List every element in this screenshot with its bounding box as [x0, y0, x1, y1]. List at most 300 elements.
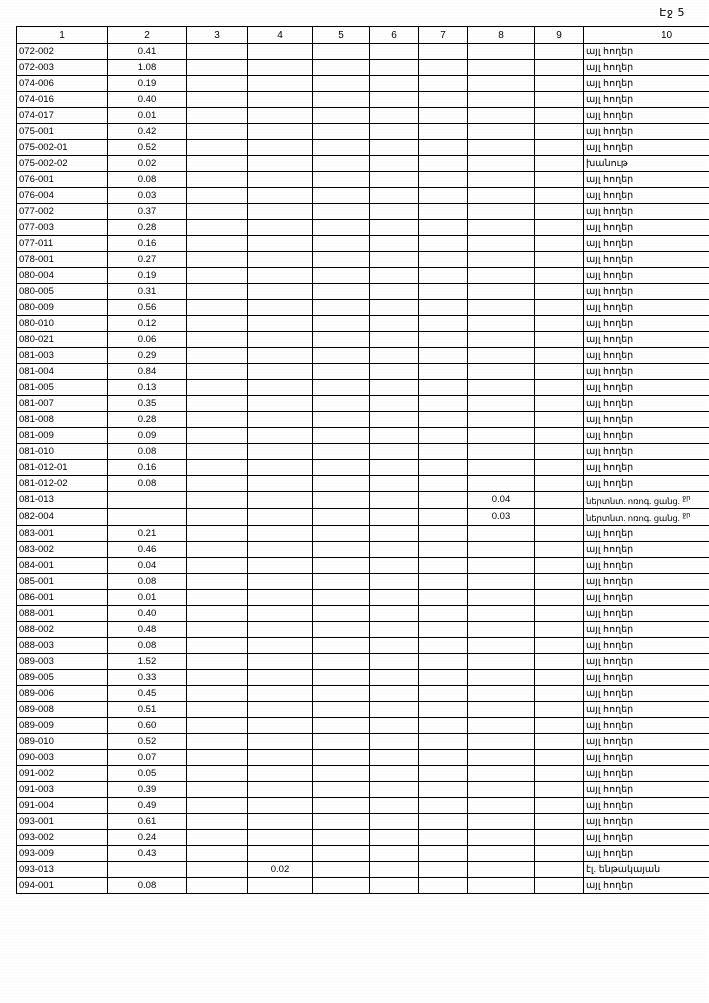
table-cell-col9 [535, 877, 584, 893]
table-cell-col1: 072-003 [17, 60, 108, 76]
table-cell-col6 [370, 380, 419, 396]
table-cell-col1: 081-012-02 [17, 476, 108, 492]
table-cell-col3 [187, 188, 248, 204]
table-cell-col2: 1.08 [108, 60, 187, 76]
table-cell-col5 [313, 188, 370, 204]
table-cell-col10: այլ հողեր [584, 476, 709, 492]
table-cell-col1: 094-001 [17, 877, 108, 893]
table-cell-col1: 074-006 [17, 76, 108, 92]
table-cell-col10: այլ հողեր [584, 877, 709, 893]
table-cell-col7 [419, 781, 468, 797]
table-cell-col10: այլ հողեր [584, 797, 709, 813]
table-cell-col9 [535, 316, 584, 332]
table-cell-col1: 081-010 [17, 444, 108, 460]
table-cell-col5 [313, 476, 370, 492]
table-cell-col8 [468, 557, 535, 573]
table-cell-col4 [248, 188, 313, 204]
table-cell-col7 [419, 669, 468, 685]
table-cell-col6 [370, 412, 419, 428]
table-cell-col7 [419, 76, 468, 92]
table-cell-col8 [468, 717, 535, 733]
table-cell-col3 [187, 60, 248, 76]
table-cell-col9 [535, 140, 584, 156]
table-cell-col8 [468, 861, 535, 877]
table-cell-col2: 0.48 [108, 621, 187, 637]
table-cell-col4 [248, 76, 313, 92]
table-cell-col3 [187, 252, 248, 268]
table-cell-col2: 0.52 [108, 733, 187, 749]
table-cell-col3 [187, 621, 248, 637]
table-cell-col6 [370, 60, 419, 76]
table-cell-col5 [313, 797, 370, 813]
table-cell-col4 [248, 797, 313, 813]
table-cell-col2: 0.08 [108, 573, 187, 589]
table-cell-col8 [468, 348, 535, 364]
table-cell-col8 [468, 300, 535, 316]
table-row [17, 605, 709, 621]
table-cell-col3 [187, 717, 248, 733]
table-cell-col10: այլ հողեր [584, 637, 709, 653]
table-cell-col9 [535, 460, 584, 476]
table-cell-col1: 080-005 [17, 284, 108, 300]
table-cell-col9 [535, 332, 584, 348]
column-header-8: 8 [468, 27, 535, 44]
table-cell-col2: 0.16 [108, 460, 187, 476]
table-cell-col1: 075-002-01 [17, 140, 108, 156]
table-row [17, 797, 709, 813]
table-cell-col6 [370, 428, 419, 444]
table-cell-col4 [248, 508, 313, 525]
table-cell-col1: 090-003 [17, 749, 108, 765]
table-cell-col6 [370, 188, 419, 204]
table-cell-col4 [248, 637, 313, 653]
table-cell-col6 [370, 300, 419, 316]
table-cell-col5 [313, 428, 370, 444]
table-cell-col8 [468, 781, 535, 797]
table-cell-col4 [248, 573, 313, 589]
table-cell-col7 [419, 797, 468, 813]
table-cell-col6 [370, 156, 419, 172]
table-cell-col1: 091-002 [17, 765, 108, 781]
table-cell-col4 [248, 765, 313, 781]
table-cell-col2: 0.08 [108, 172, 187, 188]
table-cell-col5 [313, 92, 370, 108]
table-cell-col8 [468, 108, 535, 124]
table-row [17, 765, 709, 781]
table-cell-col5 [313, 444, 370, 460]
table-cell-col9 [535, 172, 584, 188]
table-cell-col5 [313, 220, 370, 236]
table-row [17, 701, 709, 717]
table-cell-col2: 0.04 [108, 557, 187, 573]
table-cell-col8 [468, 460, 535, 476]
table-cell-col7 [419, 140, 468, 156]
table-row [17, 669, 709, 685]
table-row [17, 813, 709, 829]
table-row [17, 557, 709, 573]
table-cell-col3 [187, 156, 248, 172]
table-cell-col4 [248, 653, 313, 669]
table-row [17, 685, 709, 701]
table-cell-col4 [248, 124, 313, 140]
table-cell-col10: այլ հողեր [584, 172, 709, 188]
table-cell-col8 [468, 204, 535, 220]
table-cell-col1: 093-002 [17, 829, 108, 845]
table-cell-col2: 0.56 [108, 300, 187, 316]
table-cell-col5 [313, 829, 370, 845]
table-cell-col10: այլ հողեր [584, 621, 709, 637]
table-row [17, 380, 709, 396]
table-row [17, 749, 709, 765]
table-cell-col1: 081-008 [17, 412, 108, 428]
table-cell-col4 [248, 621, 313, 637]
table-cell-col3 [187, 797, 248, 813]
table-cell-col5 [313, 861, 370, 877]
table-cell-col7 [419, 268, 468, 284]
table-cell-col6 [370, 92, 419, 108]
table-cell-col3 [187, 284, 248, 300]
table-cell-col8 [468, 621, 535, 637]
cell-note-superscript: ջր [682, 511, 691, 519]
table-cell-col7 [419, 701, 468, 717]
table-cell-col4 [248, 492, 313, 509]
table-cell-col1: 080-009 [17, 300, 108, 316]
table-cell-col5 [313, 492, 370, 509]
table-cell-col7 [419, 252, 468, 268]
table-cell-col6 [370, 396, 419, 412]
table-cell-col4 [248, 108, 313, 124]
table-cell-col5 [313, 589, 370, 605]
table-cell-col8 [468, 605, 535, 621]
table-cell-col4 [248, 332, 313, 348]
table-cell-col7 [419, 525, 468, 541]
table-cell-col10: այլ հողեր [584, 605, 709, 621]
table-cell-col2: 0.51 [108, 701, 187, 717]
table-cell-col3 [187, 557, 248, 573]
table-cell-col9 [535, 76, 584, 92]
table-cell-col1: 093-001 [17, 813, 108, 829]
table-cell-col3 [187, 476, 248, 492]
table-cell-col2 [108, 492, 187, 509]
table-cell-col2: 0.40 [108, 605, 187, 621]
table-cell-col4 [248, 701, 313, 717]
table-cell-col3 [187, 733, 248, 749]
table-cell-col5 [313, 204, 370, 220]
table-cell-col10: այլ հողեր [584, 316, 709, 332]
table-cell-col1: 089-006 [17, 685, 108, 701]
table-cell-col9 [535, 124, 584, 140]
table-cell-col2: 0.24 [108, 829, 187, 845]
table-cell-col7 [419, 380, 468, 396]
table-cell-col8 [468, 877, 535, 893]
table-cell-col1: 072-002 [17, 44, 108, 60]
table-cell-col5 [313, 268, 370, 284]
table-cell-col7 [419, 492, 468, 509]
table-cell-col1: 088-002 [17, 621, 108, 637]
table-cell-col8 [468, 813, 535, 829]
table-cell-col1: 085-001 [17, 573, 108, 589]
table-cell-col6 [370, 781, 419, 797]
table-row [17, 653, 709, 669]
table-cell-col1: 088-003 [17, 637, 108, 653]
table-cell-col9 [535, 781, 584, 797]
table-cell-col4 [248, 605, 313, 621]
table-cell-col4 [248, 252, 313, 268]
table-cell-col9 [535, 589, 584, 605]
table-cell-col1: 080-021 [17, 332, 108, 348]
table-cell-col10: այլ հողեր [584, 557, 709, 573]
table-cell-col6 [370, 877, 419, 893]
table-row [17, 637, 709, 653]
table-cell-col9 [535, 765, 584, 781]
table-row [17, 460, 709, 476]
table-cell-col3 [187, 92, 248, 108]
table-cell-col8 [468, 284, 535, 300]
table-cell-col2: 0.28 [108, 412, 187, 428]
table-cell-col7 [419, 717, 468, 733]
table-cell-col1: 089-005 [17, 669, 108, 685]
table-cell-col2: 0.08 [108, 637, 187, 653]
table-cell-col9 [535, 188, 584, 204]
table-cell-col5 [313, 364, 370, 380]
table-cell-col8 [468, 60, 535, 76]
table-cell-col6 [370, 44, 419, 60]
table-cell-col3 [187, 861, 248, 877]
table-cell-col6 [370, 845, 419, 861]
table-cell-col6 [370, 829, 419, 845]
table-cell-col6 [370, 733, 419, 749]
table-cell-col10: այլ հողեր [584, 781, 709, 797]
table-cell-col3 [187, 877, 248, 893]
table-cell-col8 [468, 637, 535, 653]
table-cell-col6 [370, 557, 419, 573]
table-row [17, 140, 709, 156]
table-cell-col6 [370, 573, 419, 589]
table-cell-col3 [187, 637, 248, 653]
table-cell-col2: 0.02 [108, 156, 187, 172]
table-cell-col1: 081-003 [17, 348, 108, 364]
table-row [17, 172, 709, 188]
table-cell-col7 [419, 508, 468, 525]
table-cell-col4: 0.02 [248, 861, 313, 877]
table-cell-col10: այլ հողեր [584, 829, 709, 845]
table-cell-col5 [313, 765, 370, 781]
table-row [17, 476, 709, 492]
table-cell-col7 [419, 589, 468, 605]
table-cell-col9 [535, 701, 584, 717]
table-cell-col5 [313, 236, 370, 252]
table-cell-col7 [419, 685, 468, 701]
table-cell-col2: 0.49 [108, 797, 187, 813]
table-cell-col6 [370, 717, 419, 733]
table-cell-col5 [313, 300, 370, 316]
table-cell-col8 [468, 380, 535, 396]
table-cell-col5 [313, 380, 370, 396]
table-cell-col7 [419, 476, 468, 492]
table-cell-col8 [468, 412, 535, 428]
table-cell-col4 [248, 284, 313, 300]
table-cell-col6 [370, 220, 419, 236]
table-cell-col1: 081-009 [17, 428, 108, 444]
table-cell-col6 [370, 525, 419, 541]
table-cell-col9 [535, 268, 584, 284]
table-cell-col4 [248, 300, 313, 316]
table-cell-col9 [535, 44, 584, 60]
table-row [17, 252, 709, 268]
table-cell-col6 [370, 701, 419, 717]
table-cell-col4 [248, 717, 313, 733]
table-cell-col3 [187, 765, 248, 781]
table-cell-col7 [419, 284, 468, 300]
table-cell-col8 [468, 76, 535, 92]
table-cell-col7 [419, 765, 468, 781]
table-cell-col6 [370, 589, 419, 605]
table-header [17, 27, 709, 44]
table-row [17, 60, 709, 76]
table-cell-col6 [370, 332, 419, 348]
table-cell-col10: այլ հողեր [584, 204, 709, 220]
table-cell-col2: 0.08 [108, 877, 187, 893]
table-cell-col3 [187, 364, 248, 380]
table-cell-col4 [248, 236, 313, 252]
table-cell-col2: 0.40 [108, 92, 187, 108]
table-cell-col9 [535, 476, 584, 492]
table-cell-col3 [187, 605, 248, 621]
table-cell-col8 [468, 44, 535, 60]
table-cell-col1: 077-002 [17, 204, 108, 220]
table-cell-col5 [313, 621, 370, 637]
table-cell-col10: այլ հողեր [584, 701, 709, 717]
table-cell-col1: 074-017 [17, 108, 108, 124]
table-cell-col8 [468, 396, 535, 412]
table-cell-col8 [468, 669, 535, 685]
table-cell-col5 [313, 124, 370, 140]
table-cell-col3 [187, 332, 248, 348]
table-cell-col2: 0.16 [108, 236, 187, 252]
table-cell-col10: այլ հողեր [584, 717, 709, 733]
table-cell-col10: այլ հողեր [584, 765, 709, 781]
table-cell-col4 [248, 877, 313, 893]
table-cell-col7 [419, 316, 468, 332]
table-cell-col2: 0.35 [108, 396, 187, 412]
table-cell-col3 [187, 44, 248, 60]
table-cell-col6 [370, 541, 419, 557]
table-cell-col5 [313, 653, 370, 669]
table-cell-col10: այլ հողեր [584, 749, 709, 765]
table-row [17, 332, 709, 348]
table-cell-col3 [187, 653, 248, 669]
table-cell-col8 [468, 92, 535, 108]
table-cell-col10: այլ հողեր [584, 525, 709, 541]
table-cell-col6 [370, 492, 419, 509]
table-cell-col10: այլ հողեր [584, 284, 709, 300]
table-cell-col10: այլ հողեր [584, 412, 709, 428]
table-cell-col8 [468, 701, 535, 717]
table-cell-col10: այլ հողեր [584, 124, 709, 140]
table-cell-col5 [313, 669, 370, 685]
table-cell-col4 [248, 749, 313, 765]
table-row [17, 412, 709, 428]
table-cell-col7 [419, 124, 468, 140]
table-cell-col2: 1.52 [108, 653, 187, 669]
table-cell-col2: 0.01 [108, 108, 187, 124]
table-cell-col3 [187, 685, 248, 701]
table-cell-col2: 0.03 [108, 188, 187, 204]
table-cell-col2: 0.45 [108, 685, 187, 701]
table-cell-col10: այլ հողեր [584, 813, 709, 829]
table-cell-col2: 0.08 [108, 476, 187, 492]
table-row [17, 877, 709, 893]
table-cell-col4 [248, 733, 313, 749]
table-cell-col7 [419, 541, 468, 557]
table-cell-col6 [370, 669, 419, 685]
table-cell-col1: 078-001 [17, 252, 108, 268]
table-cell-col6 [370, 749, 419, 765]
table-cell-col2: 0.61 [108, 813, 187, 829]
table-cell-col6 [370, 508, 419, 525]
table-cell-col9 [535, 444, 584, 460]
table-cell-col2: 0.29 [108, 348, 187, 364]
table-cell-col6 [370, 284, 419, 300]
table-cell-col4 [248, 428, 313, 444]
table-cell-col8 [468, 156, 535, 172]
table-cell-col10: այլ հողեր [584, 685, 709, 701]
table-cell-col7 [419, 236, 468, 252]
table-row [17, 396, 709, 412]
table-cell-col3 [187, 108, 248, 124]
table-cell-col10: այլ հողեր [584, 669, 709, 685]
table-cell-col9 [535, 236, 584, 252]
table-cell-col5 [313, 573, 370, 589]
table-cell-col5 [313, 332, 370, 348]
table-cell-col4 [248, 316, 313, 332]
table-cell-col6 [370, 685, 419, 701]
table-cell-col7 [419, 412, 468, 428]
table-cell-col10: էլ. ենթակայան [584, 861, 709, 877]
table-row [17, 508, 709, 525]
table-cell-col9 [535, 637, 584, 653]
table-cell-col6 [370, 621, 419, 637]
table-cell-col7 [419, 829, 468, 845]
table-cell-col6 [370, 653, 419, 669]
table-cell-col9 [535, 749, 584, 765]
table-cell-col2: 0.43 [108, 845, 187, 861]
table-cell-col7 [419, 573, 468, 589]
table-cell-col8 [468, 733, 535, 749]
table-cell-col1: 083-002 [17, 541, 108, 557]
table-cell-col5 [313, 557, 370, 573]
table-cell-col4 [248, 156, 313, 172]
table-cell-col1: 088-001 [17, 605, 108, 621]
table-cell-col3 [187, 140, 248, 156]
table-cell-col6 [370, 797, 419, 813]
table-row [17, 444, 709, 460]
table-cell-col8 [468, 845, 535, 861]
table-cell-col3 [187, 76, 248, 92]
table-cell-col3 [187, 316, 248, 332]
cell-note-superscript: ջր [682, 495, 691, 502]
table-row [17, 621, 709, 637]
table-cell-col1: 075-001 [17, 124, 108, 140]
table-cell-col5 [313, 316, 370, 332]
table-cell-col7 [419, 653, 468, 669]
table-row [17, 220, 709, 236]
column-header-6: 6 [370, 27, 419, 44]
table-cell-col4 [248, 476, 313, 492]
table-row [17, 316, 709, 332]
table-cell-col5 [313, 605, 370, 621]
table-cell-col5 [313, 508, 370, 525]
